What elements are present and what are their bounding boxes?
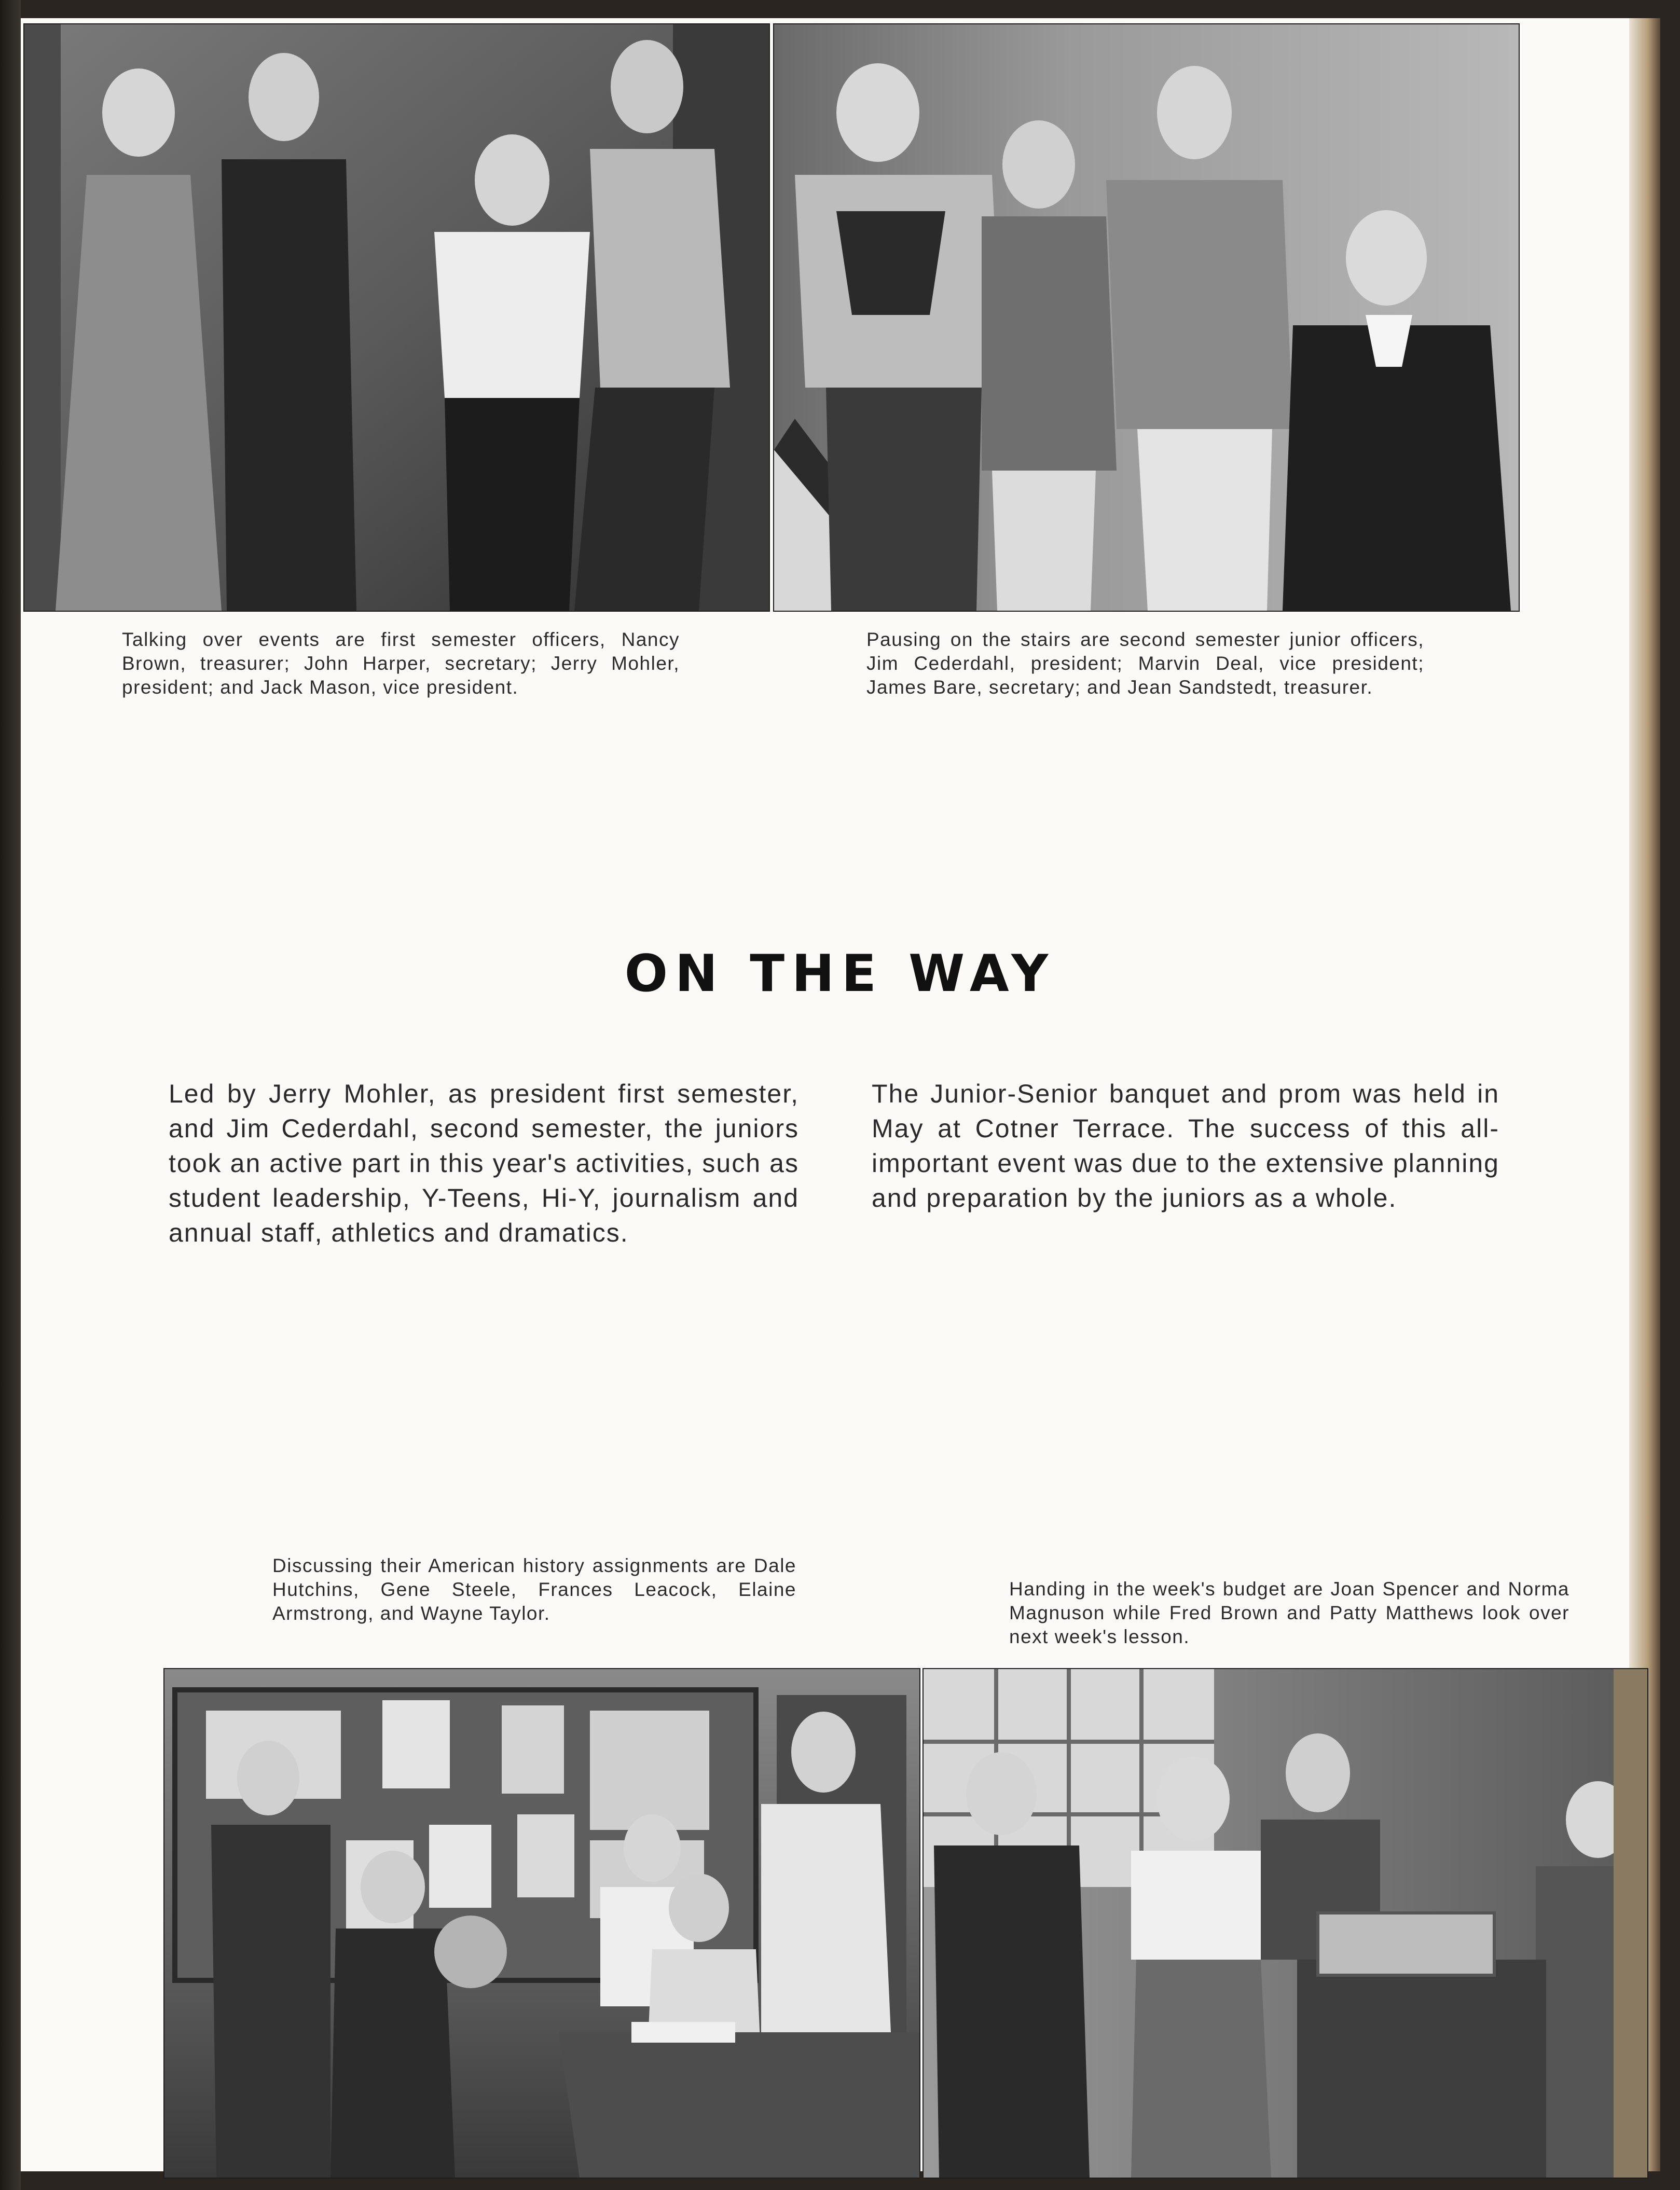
caption-history-assignments: Discussing their American history assignments are Dale Hutchins, Gene Steele, Frances Leacock, Elaine Armstrong, and Wayne Taylor. bbox=[272, 1555, 796, 1624]
photo-second-semester-officers bbox=[773, 23, 1520, 612]
body-paragraph-left: Led by Jerry Mohler, as president first semester, and Jim Cederdahl, second semester, the juniors took an active part in this year's activities, such as student leadership, Y-Teens, Hi-Y, journalism and annual staff, athletics and dramatics. bbox=[169, 1079, 799, 1247]
caption-weekly-budget: Handing in the week's budget are Joan Spencer and Norma Magnuson while Fred Brown and Patty Matthews look over next week's lesson. bbox=[1009, 1578, 1569, 1647]
page-edge-left bbox=[0, 0, 21, 2190]
caption-first-semester-officers: Talking over events are first semester officers, Nancy Brown, treasurer; John Harper, secretary; Jerry Mohler, president; and Jack Mason, vice president. bbox=[122, 629, 680, 698]
body-paragraph-right: The Junior-Senior banquet and prom was held in May at Cotner Terrace. The success of this all-important event was due to the extensive planning and preparation by the juniors as a whole. bbox=[872, 1079, 1499, 1213]
page-heading: ON THE WAY bbox=[624, 944, 1056, 1003]
photo-first-semester-officers bbox=[23, 23, 770, 612]
photo-weekly-budget bbox=[922, 1668, 1648, 2179]
photo-history-assignments bbox=[163, 1668, 920, 2179]
caption-second-semester-officers: Pausing on the stairs are second semester junior officers, Jim Cederdahl, president; Marvin Deal, vice president; James Bare, secretary; and Jean Sandstedt, treasurer. bbox=[866, 629, 1424, 698]
